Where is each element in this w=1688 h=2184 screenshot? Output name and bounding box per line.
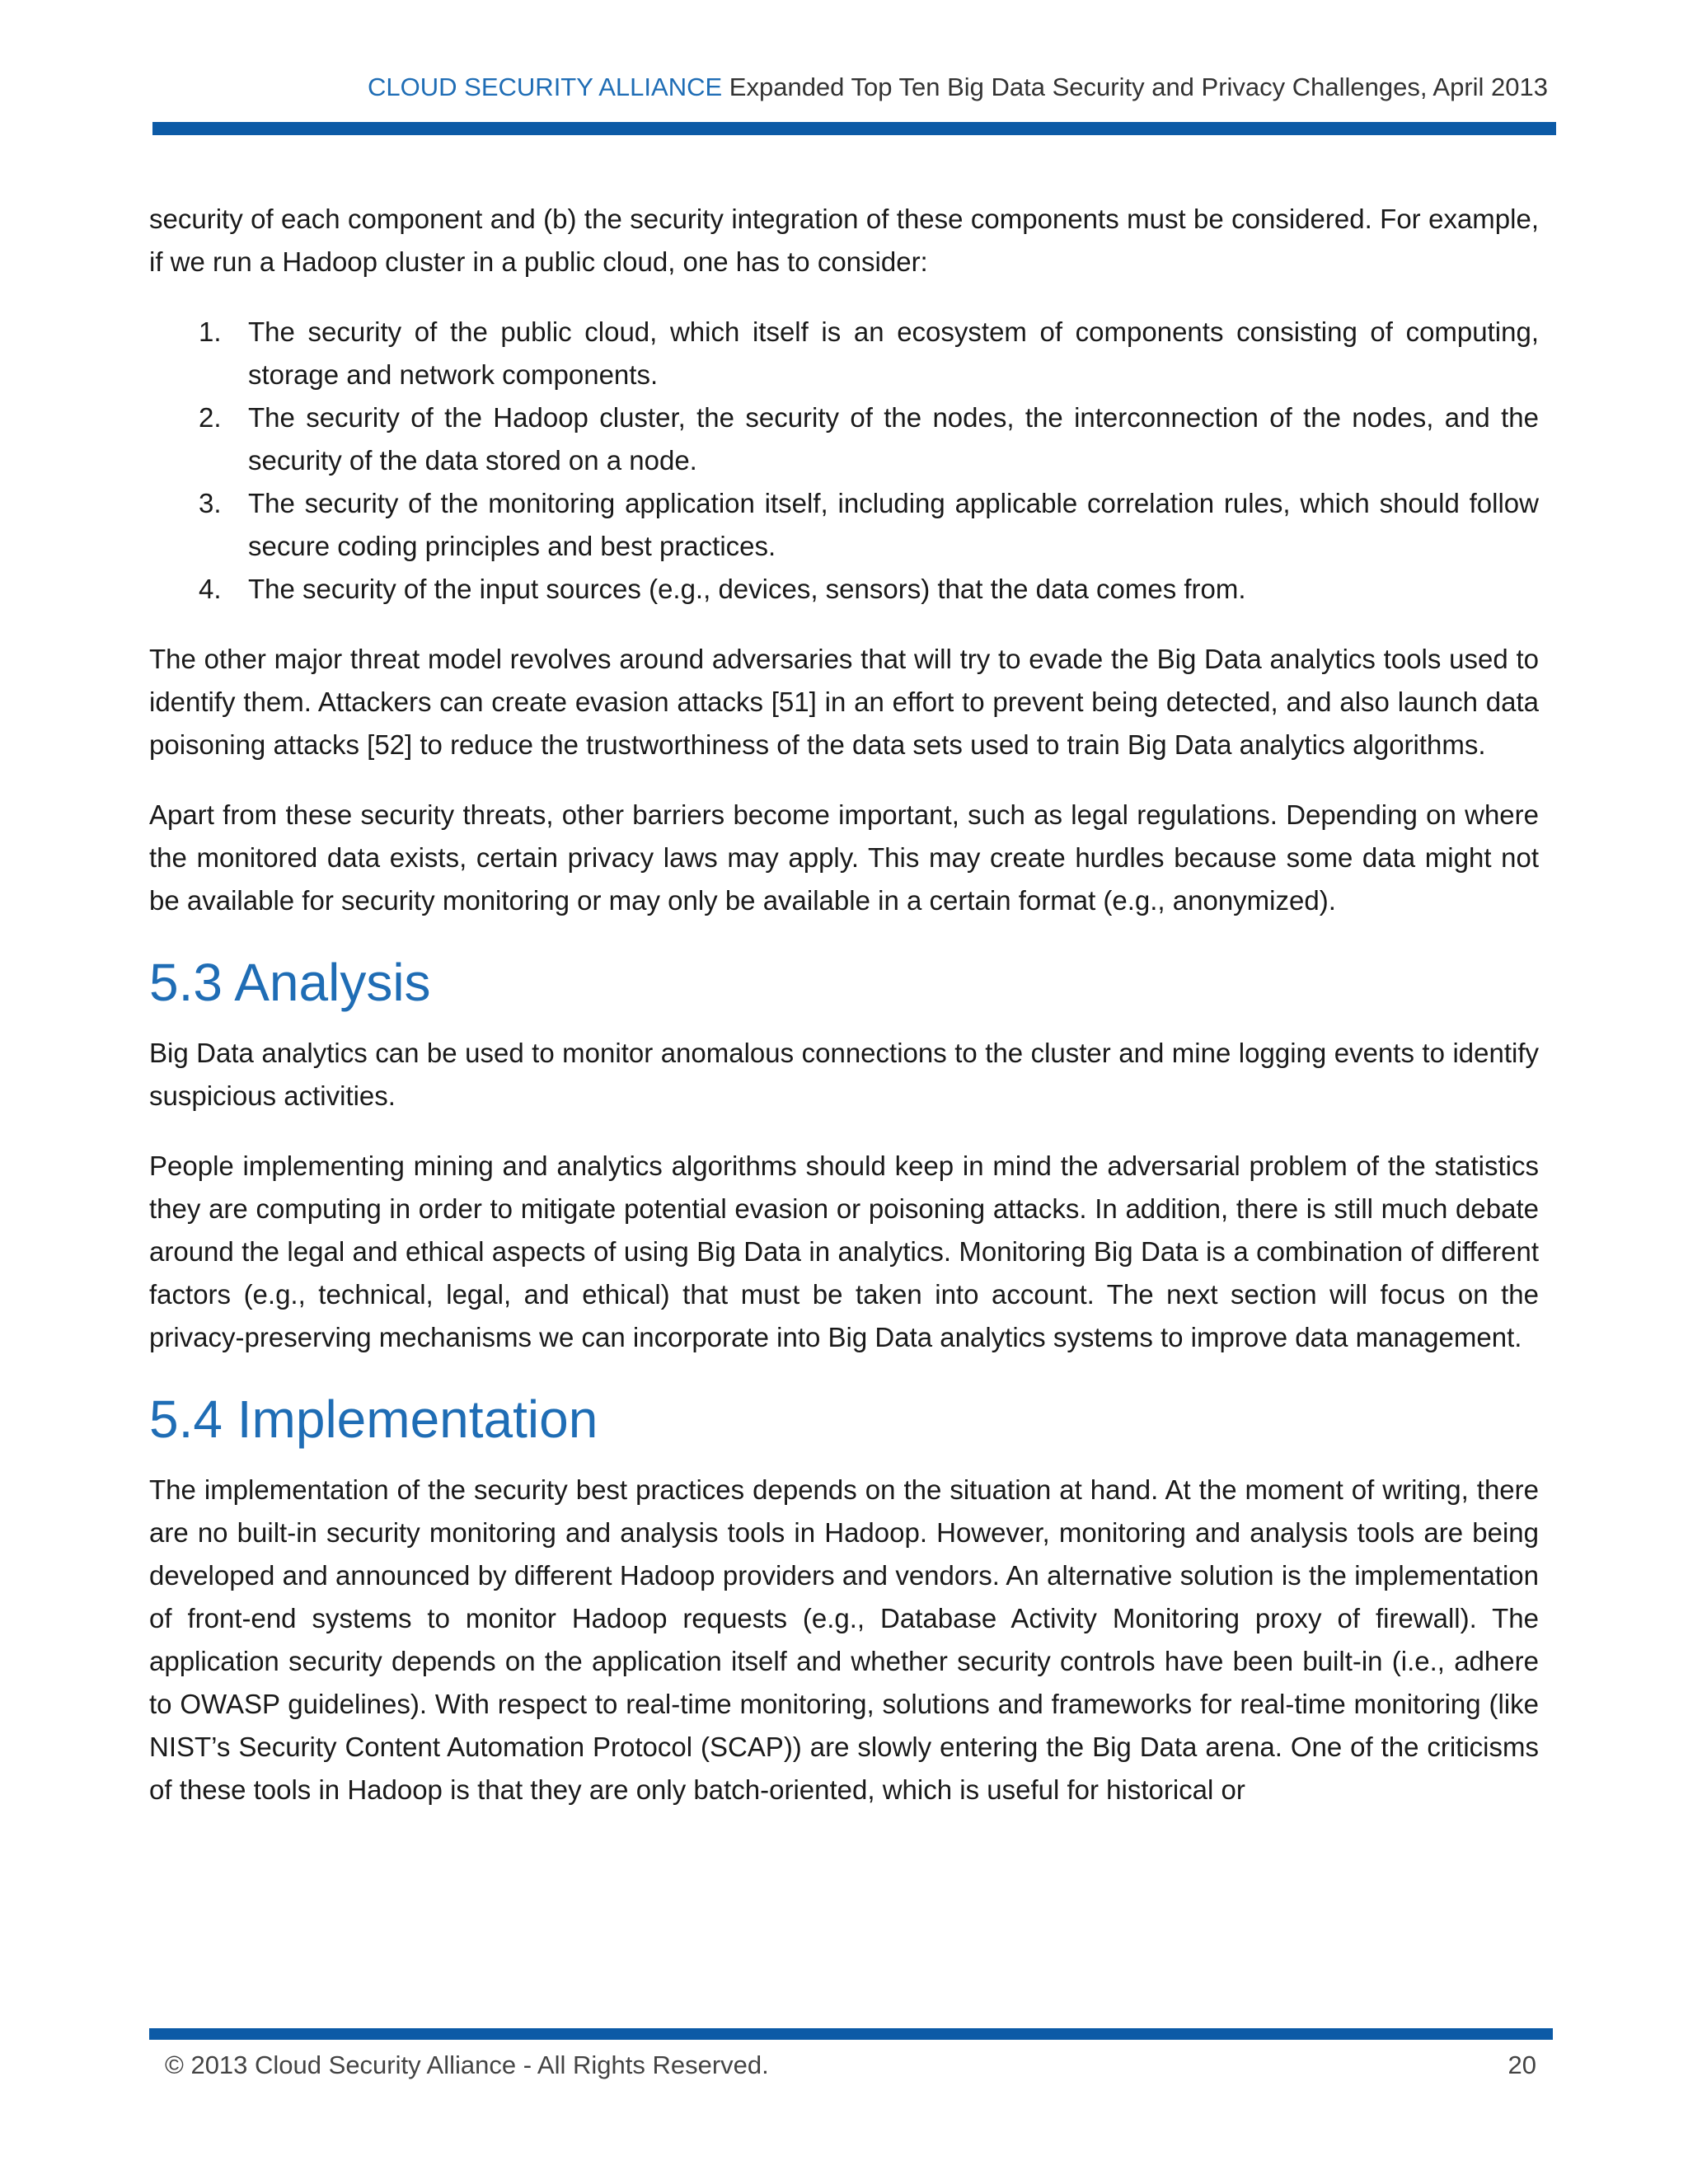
threat-model-paragraph: The other major threat model revolves around adversaries that will try to evade the Big Data analytics tools used to identify them. Attackers can create evasion attacks [51] in an effort to prevent being detected, and also launch data poisoning attacks [52] to reduce the trustworthiness of the data sets used to train Big Data analytics algorithms. — [149, 644, 1539, 760]
list-item — [149, 396, 1539, 482]
list-number: 3. — [199, 488, 222, 518]
page-number: 20 — [1507, 2050, 1536, 2079]
header-title: Expanded Top Ten Big Data Security and Privacy Challenges, April 2013 — [729, 73, 1548, 101]
list-item — [149, 482, 1539, 568]
list-text: The security of the Hadoop cluster, the security of the nodes, the interconnection of the nodes, and the security of the data stored on a node. — [248, 402, 1539, 476]
list-item — [149, 311, 1539, 396]
list-number: 1. — [199, 316, 222, 347]
intro-paragraph: security of each component and (b) the security integration of these components must be considered. For example, if we run a Hadoop cluster in a public cloud, one has to consider: — [149, 204, 1539, 277]
list-text: The security of the input sources (e.g., devices, sensors) that the data comes from. — [248, 574, 1246, 604]
considerations-list — [149, 311, 1539, 611]
page-body — [149, 198, 1539, 1839]
section-heading-implementation: 5.4 Implementation — [149, 1390, 598, 1449]
implementation-paragraph: The implementation of the security best practices depends on the situation at hand. At the moment of writing, there are no built-in security monitoring and analysis tools in Hadoop. However, monitoring and analysis tools are being developed and announced by different Hadoop providers and vendors. An alternative solution is the implementation of front-end systems to monitor Hadoop requests (e.g., Database Activity Monitoring proxy of firewall). The application security depends on the application itself and whether security controls have been built-in (i.e., adhere to OWASP guidelines). With respect to real-time monitoring, solutions and frameworks for real-time monitoring (like NIST’s Security Content Automation Protocol (SCAP)) are slowly entering the Big Data arena. One of the criticisms of these tools in Hadoop is that they are only batch-oriented, which is useful for historical or — [149, 1474, 1539, 1805]
analysis-paragraph: People implementing mining and analytics algorithms should keep in mind the adversarial problem of the statistics they are computing in order to mitigate potential evasion or poisoning attacks. In addition, there is still much debate around the legal and ethical aspects of using Big Data in analytics. Monitoring Big Data is a combination of different factors (e.g., technical, legal, and ethical) that must be taken into account. The next section will focus on the privacy-preserving mechanisms we can incorporate into Big Data analytics systems to improve data management. — [149, 1151, 1539, 1352]
section-heading-analysis: 5.3 Analysis — [149, 953, 431, 1012]
footer-copyright: © 2013 Cloud Security Alliance - All Rights Reserved. — [165, 2050, 769, 2079]
header-rule — [152, 122, 1556, 135]
barriers-paragraph: Apart from these security threats, other barriers become important, such as legal regulations. Depending on where the monitored data exists, certain privacy laws may apply. This may create hurdles because some data might not be available for security monitoring or may only be available in a certain format (e.g., anonymized). — [149, 799, 1539, 916]
list-text: The security of the public cloud, which itself is an ecosystem of components consisting of computing, storage and network components. — [248, 316, 1539, 390]
header-org: CLOUD SECURITY ALLIANCE — [368, 73, 723, 101]
list-item — [149, 568, 1539, 611]
list-number: 2. — [199, 402, 222, 433]
running-header — [368, 73, 1548, 102]
analysis-paragraph: Big Data analytics can be used to monitor anomalous connections to the cluster and mine logging events to identify suspicious activities. — [149, 1038, 1539, 1111]
footer-rule — [149, 2028, 1553, 2040]
list-text: The security of the monitoring application itself, including applicable correlation rules, which should follow secure coding principles and best practices. — [248, 488, 1539, 561]
list-number: 4. — [199, 574, 222, 604]
